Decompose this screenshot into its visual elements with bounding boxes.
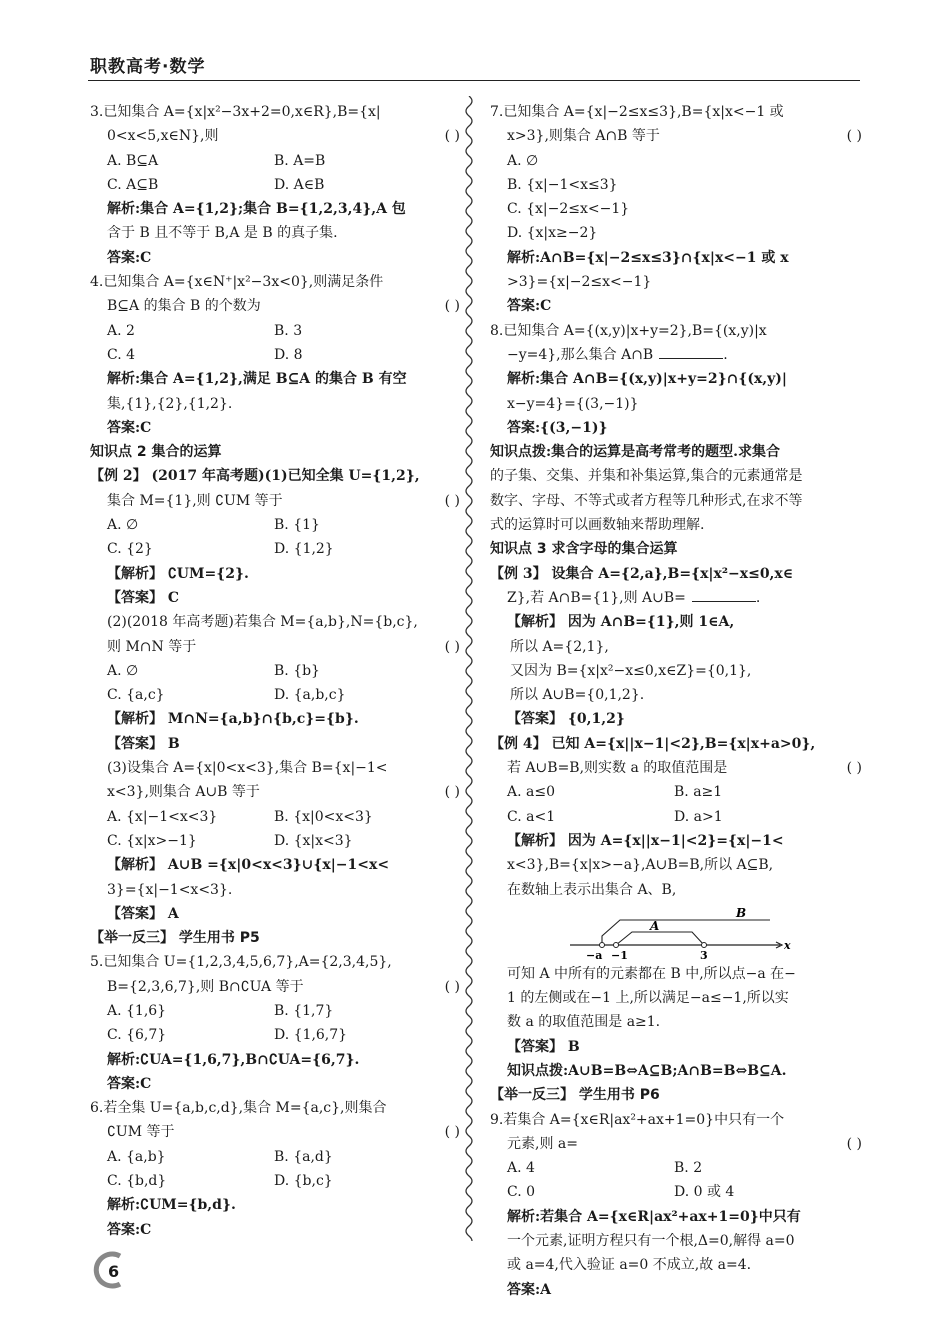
text-line xyxy=(90,975,460,999)
answer-option: D. {a,b,c} xyxy=(274,687,346,704)
line-text: B⊆A 的集合 B 的个数为 xyxy=(107,298,261,315)
text-line xyxy=(90,610,460,634)
column-divider xyxy=(462,96,476,1241)
text-line xyxy=(90,489,460,513)
text-line xyxy=(90,294,460,318)
text-line xyxy=(490,829,862,853)
answer-options xyxy=(90,659,460,683)
answer-option: A. {1,6} xyxy=(107,1002,167,1019)
line-text: 则 M∩N 等于 xyxy=(107,638,197,655)
text-line xyxy=(490,1205,862,1229)
answer-options xyxy=(90,537,460,561)
text-line xyxy=(90,926,460,950)
line-text: 若 A∪B=B,则实数 a 的取值范围是 xyxy=(507,760,728,777)
line-text: 【答案】 B xyxy=(107,735,180,752)
text-line xyxy=(490,683,862,707)
line-text: x>3},则集合 A∩B 等于 xyxy=(507,128,660,145)
line-text: 答案:{(3,−1)} xyxy=(507,419,608,436)
answer-option: B. {b} xyxy=(274,662,320,679)
text-line xyxy=(90,1072,460,1096)
answer-paren: ( ) xyxy=(444,492,460,509)
line-text: 式的运算时可以画数轴来帮助理解. xyxy=(490,517,705,534)
answer-options xyxy=(490,805,862,829)
line-text: 【答案】 A xyxy=(107,905,179,922)
line-text: 解析:集合 A={1,2};集合 B={1,2,3,4},A 包 xyxy=(107,201,406,218)
answer-option: C. {x|x>−1} xyxy=(107,832,197,849)
text-line xyxy=(490,537,862,561)
line-text: 【解析】 因为 A={x||x−1|<2}={x|−1< xyxy=(507,832,784,849)
answer-option: D. {b,c} xyxy=(274,1173,333,1190)
text-line xyxy=(490,440,862,464)
answer-options xyxy=(490,1156,862,1180)
text-line xyxy=(490,270,862,294)
text-line xyxy=(490,1083,862,1107)
answer-options xyxy=(90,829,460,853)
line-text: 【例 4】 已知 A={x||x−1|<2},B={x|x+a>0}, xyxy=(490,735,816,752)
answer-option: B. a≥1 xyxy=(674,784,723,801)
label-3: 3 xyxy=(700,948,708,962)
answer-option: C. {2} xyxy=(107,541,153,558)
line-text: B. {x|−1<x≤3} xyxy=(507,176,618,193)
answer-option: A. 4 xyxy=(507,1160,535,1177)
answer-option: B. A=B xyxy=(274,152,326,169)
line-text: 【答案】 {0,1,2} xyxy=(507,711,625,728)
text-line xyxy=(90,756,460,780)
line-text: 【举一反三】 学生用书 P5 xyxy=(90,930,260,947)
text-line xyxy=(90,246,460,270)
answer-option: B. {1} xyxy=(274,517,320,534)
answer-option: B. {a,d} xyxy=(274,1148,333,1165)
line-text: 含于 B 且不等于 B,A 是 B 的真子集. xyxy=(107,225,338,242)
line-text: 答案:C xyxy=(107,1075,152,1092)
text-line xyxy=(490,610,862,634)
line-text: 知识点 2 集合的运算 xyxy=(90,444,222,461)
point-3 xyxy=(702,942,707,947)
answer-options xyxy=(90,683,460,707)
text-line xyxy=(490,1010,862,1034)
label-x: x xyxy=(784,938,791,952)
text-line xyxy=(490,124,862,148)
text-line xyxy=(490,756,862,780)
line-text: 【答案】 B xyxy=(507,1038,580,1055)
line-text: 解析:∁UA={1,6,7},B∩∁UA={6,7}. xyxy=(107,1051,360,1068)
text-line xyxy=(90,635,460,659)
answer-option: D. {x|x<3} xyxy=(274,832,353,849)
line-text: 又因为 B={x|x²−x≤0,x∈Z}={0,1}, xyxy=(510,662,752,679)
line-text: Z},若 A∩B={1},则 A∪B= xyxy=(507,589,686,606)
text-line xyxy=(90,732,460,756)
answer-option: A. ∅ xyxy=(107,662,139,679)
line-text: 6.若全集 U={a,b,c,d},集合 M={a,c},则集合 xyxy=(90,1100,387,1117)
line-text: 解析:集合 A∩B={(x,y)|x+y=2}∩{(x,y)| xyxy=(507,371,788,388)
answer-paren: ( ) xyxy=(444,978,460,995)
text-line xyxy=(90,270,460,294)
line-text: B={2,3,6,7},则 B∩∁UA 等于 xyxy=(107,978,304,995)
answer-options xyxy=(90,1023,460,1047)
line-text: 0<x<5,x∈N},则 xyxy=(107,128,219,145)
line-text: 【举一反三】 学生用书 P6 xyxy=(490,1087,660,1104)
text-line xyxy=(90,464,460,488)
answer-option: A. B⊆A xyxy=(107,152,159,169)
answer-paren: ( ) xyxy=(444,784,460,801)
text-line xyxy=(490,319,862,343)
text-line xyxy=(490,732,862,756)
text-line xyxy=(490,100,862,124)
answer-option: B. {1,7} xyxy=(274,1002,334,1019)
text-line xyxy=(90,562,460,586)
answer-option: B. 2 xyxy=(674,1160,703,1177)
line-text: 【解析】 A∪B ={x|0<x<3}∪{x|−1<x< xyxy=(107,857,390,874)
text-line xyxy=(90,1096,460,1120)
text-line: Z},若 A∩B={1},则 A∪B= . xyxy=(490,586,862,610)
text-line xyxy=(90,221,460,245)
line-text: A. ∅ xyxy=(507,152,539,169)
line-text: 数字、字母、不等式或者方程等几种形式,在求不等 xyxy=(490,492,803,509)
line-text: 【答案】 C xyxy=(107,589,180,606)
answer-options xyxy=(90,149,460,173)
line-text: 知识点 3 求含字母的集合运算 xyxy=(490,541,678,558)
answer-option: A. 2 xyxy=(107,322,135,339)
line-text: 4.已知集合 A={x∈N⁺|x²−3x<0},则满足条件 xyxy=(90,274,384,291)
text-line xyxy=(90,1048,460,1072)
answer-option: C. {6,7} xyxy=(107,1027,167,1044)
text-line xyxy=(490,513,862,537)
line-text: 元素,则 a= xyxy=(507,1135,578,1152)
answer-options xyxy=(490,780,862,804)
answer-option: B. 3 xyxy=(274,322,303,339)
answer-paren: ( ) xyxy=(444,298,460,315)
answer-option: D. A∈B xyxy=(274,176,325,193)
text-line xyxy=(490,367,862,391)
line-text: 【解析】 因为 A∩B={1},则 1∈A, xyxy=(507,614,735,631)
text-line xyxy=(490,197,862,221)
answer-option: D. 0 或 4 xyxy=(674,1184,735,1201)
point-neg-a xyxy=(600,942,605,947)
line-text: 3}={x|−1<x<3}. xyxy=(107,881,233,898)
text-line xyxy=(490,149,862,173)
text-line xyxy=(490,1229,862,1253)
header-rule xyxy=(88,80,860,81)
line-text: 答案:C xyxy=(107,249,152,266)
answer-options xyxy=(90,1145,460,1169)
line-text: 解析:∁UM={b,d}. xyxy=(107,1197,236,1214)
set-a-bracket xyxy=(616,932,704,945)
text-line xyxy=(490,1253,862,1277)
text-line xyxy=(90,1193,460,1217)
line-text: 的子集、交集、并集和补集运算,集合的元素通常是 xyxy=(490,468,803,485)
line-text: −y=4},那么集合 A∩B xyxy=(507,346,654,363)
text-line xyxy=(490,416,862,440)
text-line xyxy=(90,586,460,610)
answer-option: C. {a,c} xyxy=(107,687,165,704)
text-line xyxy=(90,902,460,926)
line-text: 集合 M={1},则 ∁UM 等于 xyxy=(107,492,283,509)
line-text: 9.若集合 A={x∈R|ax²+ax+1=0}中只有一个 xyxy=(490,1111,785,1128)
text-line xyxy=(90,392,460,416)
answer-paren: ( ) xyxy=(846,1135,862,1152)
text-line xyxy=(490,707,862,731)
text-line: −y=4},那么集合 A∩B . xyxy=(490,343,862,367)
line-text: 8.已知集合 A={(x,y)|x+y=2},B={(x,y)|x xyxy=(490,322,767,339)
line-text: 【例 3】 设集合 A={2,a},B={x|x²−x≤0,x∈ xyxy=(490,565,794,582)
answer-options xyxy=(90,1169,460,1193)
text-line xyxy=(490,1035,862,1059)
line-text: >3}={x|−2≤x<−1} xyxy=(507,274,652,291)
text-line xyxy=(490,464,862,488)
label-a: A xyxy=(650,918,660,933)
fill-blank xyxy=(659,344,723,359)
answer-option: A. a≤0 xyxy=(507,784,555,801)
text-line xyxy=(490,853,862,877)
answer-paren: ( ) xyxy=(444,1124,460,1141)
answer-option: A. ∅ xyxy=(107,517,139,534)
answer-options xyxy=(90,805,460,829)
text-line xyxy=(90,416,460,440)
text-line xyxy=(90,197,460,221)
answer-option: D. 8 xyxy=(274,346,303,363)
line-text: 3.已知集合 A={x|x²−3x+2=0,x∈R},B={x| xyxy=(90,104,381,120)
answer-options xyxy=(90,173,460,197)
point-neg-1 xyxy=(614,942,619,947)
line-text: 答案:C xyxy=(507,298,552,315)
answer-option: D. {1,2} xyxy=(274,541,334,558)
line-text: 【例 2】 (2017 年高考题)(1)已知全集 U={1,2}, xyxy=(90,468,420,485)
line-text: 或 a=4,代入验证 a=0 不成立,故 a=4. xyxy=(507,1257,752,1274)
fill-blank xyxy=(692,587,756,602)
line-text: 答案:A xyxy=(507,1281,552,1298)
line-text: 【解析】 ∁UM={2}. xyxy=(107,565,249,582)
line-text: 集,{1},{2},{1,2}. xyxy=(107,395,233,412)
answer-option: C. a<1 xyxy=(507,808,556,825)
text-line xyxy=(90,1218,460,1242)
text-line xyxy=(490,1132,862,1156)
left-column xyxy=(90,100,460,1242)
label-b: B xyxy=(736,905,747,920)
text-line xyxy=(490,635,862,659)
line-text: 【解析】 M∩N={a,b}∩{b,c}={b}. xyxy=(107,711,359,728)
text-line xyxy=(490,392,862,416)
line-text: 所以 A∪B={0,1,2}. xyxy=(510,687,645,704)
answer-paren: ( ) xyxy=(444,128,460,145)
line-text: x−y=4}={(3,−1)} xyxy=(507,395,639,412)
text-line xyxy=(490,489,862,513)
line-text: ∁UM 等于 xyxy=(107,1124,175,1141)
text-line xyxy=(490,659,862,683)
answer-option: C. {b,d} xyxy=(107,1173,167,1190)
text-line xyxy=(90,367,460,391)
line-text: 知识点拨:集合的运算是高考常考的题型.求集合 xyxy=(490,444,781,461)
text-line xyxy=(490,173,862,197)
text-line xyxy=(490,878,862,902)
text-line xyxy=(90,707,460,731)
line-text: 5.已知集合 U={1,2,3,4,5,6,7},A={2,3,4,5}, xyxy=(90,954,392,971)
text-line xyxy=(90,853,460,877)
text-line xyxy=(490,221,862,245)
text-line xyxy=(490,1108,862,1132)
text-line xyxy=(90,124,460,148)
answer-options xyxy=(90,319,460,343)
text-line xyxy=(490,986,862,1010)
answer-options xyxy=(90,513,460,537)
line-text: 知识点拨:A∪B=B⇔A⊆B;A∩B=B⇔B⊆A. xyxy=(507,1062,787,1079)
text-line xyxy=(490,562,862,586)
text-line xyxy=(90,950,460,974)
answer-option: C. A⊆B xyxy=(107,176,159,193)
text-line xyxy=(490,294,862,318)
label-neg-1: −1 xyxy=(611,948,628,962)
text-line xyxy=(90,878,460,902)
answer-option: D. {1,6,7} xyxy=(274,1027,348,1044)
text-line xyxy=(90,100,460,124)
answer-options xyxy=(90,343,460,367)
line-text: D. {x|x≥−2} xyxy=(507,225,598,242)
answer-paren: ( ) xyxy=(444,638,460,655)
page-number: 6 xyxy=(108,1262,120,1281)
answer-paren: ( ) xyxy=(846,760,862,777)
line-text: 答案:C xyxy=(107,419,152,436)
text-line xyxy=(90,1120,460,1144)
line-text: x<3},则集合 A∪B 等于 xyxy=(107,784,260,801)
line-text: 解析:集合 A={1,2},满足 B⊆A 的集合 B 有空 xyxy=(107,371,407,388)
line-text: 解析:A∩B={x|−2≤x≤3}∩{x|x<−1 或 x xyxy=(507,249,789,266)
book-header-title: 职教高考·数学 xyxy=(90,57,206,77)
line-text: 数 a 的取值范围是 a≥1. xyxy=(507,1014,661,1031)
text-line xyxy=(90,780,460,804)
line-text: (2)(2018 年高考题)若集合 M={a,b},N={b,c}, xyxy=(107,614,418,631)
answer-option: A. {x|−1<x<3} xyxy=(107,808,218,825)
answer-options xyxy=(490,1180,862,1204)
text-line xyxy=(490,1278,862,1302)
label-neg-a: −a xyxy=(586,948,603,962)
text-line xyxy=(90,440,460,464)
line-text: 可知 A 中所有的元素都在 B 中,所以点−a 在− xyxy=(507,965,796,982)
answer-paren: ( ) xyxy=(846,128,862,145)
number-line-figure xyxy=(490,902,862,962)
line-text: 解析:若集合 A={x∈R|ax²+ax+1=0}中只有 xyxy=(507,1208,801,1225)
text-line xyxy=(490,962,862,986)
answer-option: C. 4 xyxy=(107,346,136,363)
answer-options xyxy=(90,999,460,1023)
text-line xyxy=(490,1059,862,1083)
right-column xyxy=(490,100,862,1302)
line-text: 7.已知集合 A={x|−2≤x≤3},B={x|x<−1 或 xyxy=(490,104,784,120)
line-text: 1 的左侧或在−1 上,所以满足−a≤−1,所以实 xyxy=(507,990,789,1007)
line-text: 在数轴上表示出集合 A、B, xyxy=(507,881,677,898)
line-text: 一个元素,证明方程只有一个根,Δ=0,解得 a=0 xyxy=(507,1233,795,1250)
answer-option: A. {a,b} xyxy=(107,1148,166,1165)
answer-option: D. a>1 xyxy=(674,808,723,825)
text-line xyxy=(490,246,862,270)
line-text: (3)设集合 A={x|0<x<3},集合 B={x|−1< xyxy=(107,760,388,777)
line-text: 答案:C xyxy=(107,1221,152,1238)
answer-option: C. 0 xyxy=(507,1184,536,1201)
line-text: 所以 A={2,1}, xyxy=(510,638,609,655)
line-text: C. {x|−2≤x<−1} xyxy=(507,201,630,218)
answer-option: B. {x|0<x<3} xyxy=(274,808,373,825)
line-text: x<3},B={x|x>−a},A∪B=B,所以 A⊆B, xyxy=(507,857,774,874)
